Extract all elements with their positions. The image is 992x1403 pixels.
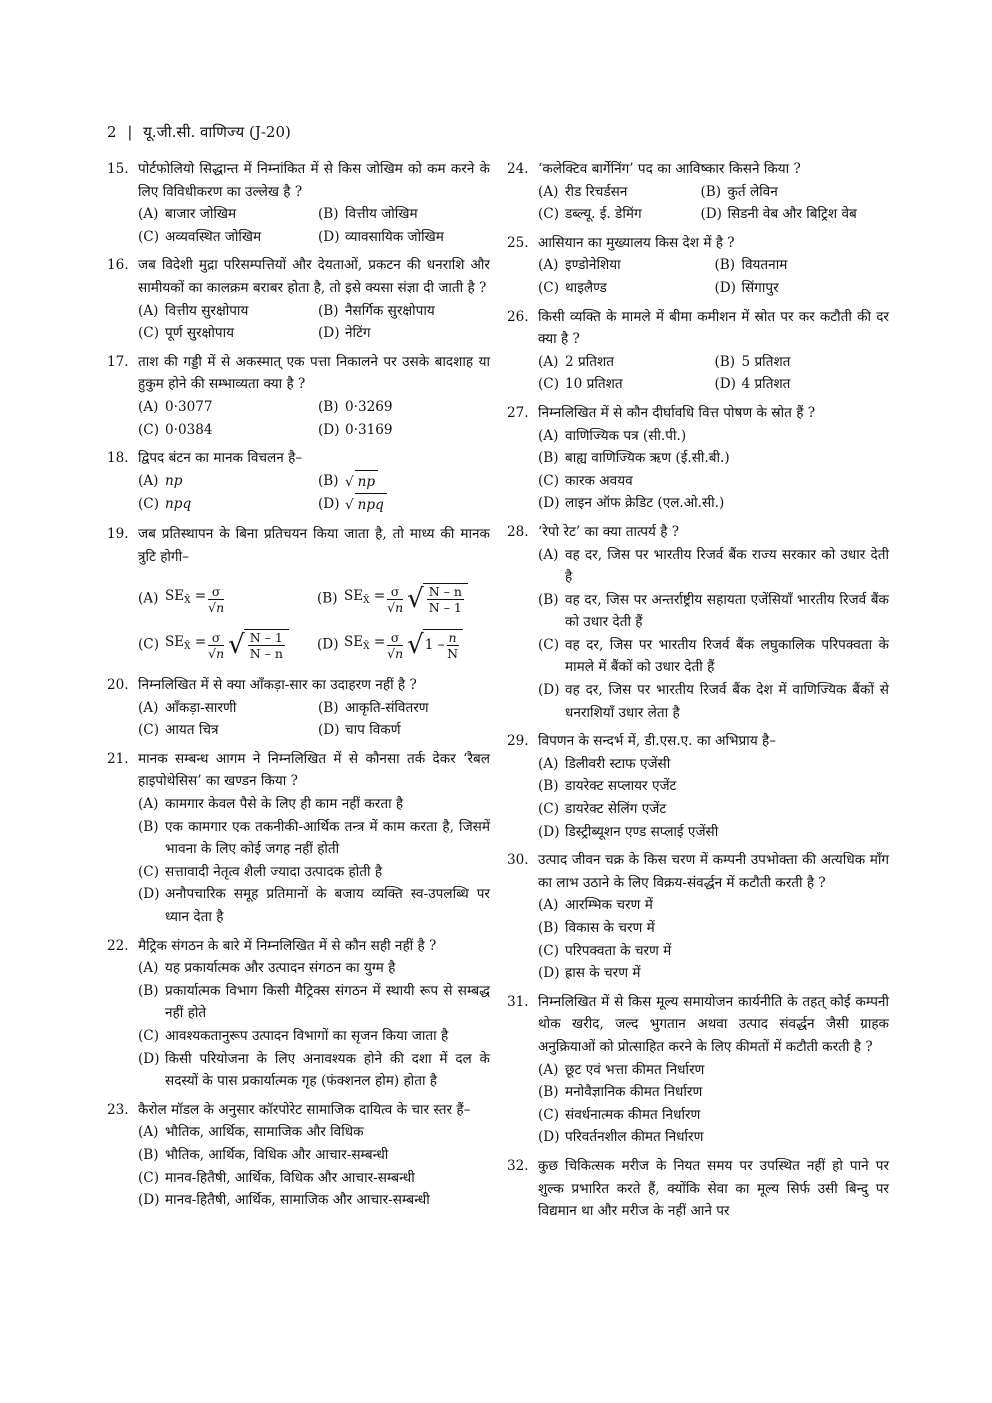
left-column	[107, 158, 490, 1218]
option-label: (D)	[318, 325, 340, 342]
question-number: 26.	[507, 308, 529, 325]
option-b[interactable]	[538, 775, 889, 798]
question-number: 17.	[107, 353, 129, 370]
option-label: (D)	[538, 1129, 560, 1146]
option-a[interactable]	[138, 697, 310, 720]
question-32	[507, 1155, 889, 1223]
option-label: (A)	[138, 472, 159, 489]
option-label: (B)	[538, 591, 559, 608]
question-text: पोर्टफोलियो सिद्धान्त में निम्नांकित में से किस जोखिम को कम करने के लिए विविधीकरण का उल्लेख है ?	[138, 161, 490, 200]
option-text: आरम्भिक चरण में	[565, 897, 653, 914]
option-a[interactable]	[538, 1059, 889, 1082]
question-number: 19.	[107, 525, 129, 542]
option-label: (C)	[538, 376, 560, 393]
option-label: (B)	[538, 778, 559, 795]
option-d[interactable]	[138, 1189, 490, 1212]
option-d[interactable]	[538, 679, 889, 724]
option-text: 0·3077	[165, 398, 213, 415]
question-17	[107, 351, 490, 441]
root: √ $\frac{N - 1}{N - n}$	[228, 629, 289, 661]
fraction: $\frac{\sigma}{√n}$	[208, 629, 225, 661]
option-label: (D)	[714, 279, 736, 296]
option-label: (B)	[714, 353, 736, 370]
option-text: लाइन ऑफ क्रेडिट (एल.ओ.सी.)	[565, 495, 725, 512]
option-text: परिपक्वता के चरण में	[565, 942, 672, 959]
option-label: (D)	[318, 496, 340, 513]
option-d[interactable]	[318, 226, 490, 249]
option-c[interactable]	[538, 798, 889, 821]
question-text: मैट्रिक संगठन के बारे में निम्नलिखित में से कौन सही नहीं है ?	[138, 937, 437, 954]
option-a[interactable]	[138, 793, 490, 816]
root: √ 1 – $\frac{n}{N}$	[407, 629, 462, 661]
option-label: (A)	[138, 1124, 159, 1141]
option-label: (A)	[538, 427, 559, 444]
option-label: (C)	[138, 863, 160, 880]
option-a[interactable]	[538, 351, 706, 374]
option-d[interactable]	[318, 719, 490, 742]
option-text: मानव-हितैषी, आर्थिक, सामाजिक और आचार-सम्बन्धी	[165, 1192, 430, 1209]
option-text: प्रकार्यात्मक विभाग किसी मैट्रिक्स संगठन में स्थायी रूप से सम्बद्ध नहीं होते	[165, 982, 490, 1022]
question-text: निम्नलिखित में से किस मूल्य समायोजन कार्यनीति के तहत् कोई कम्पनी थोक खरीद, जल्द भुगतान अथवा उत्पाद संवर्द्धन जैसी ग्राहक अनुक्रियाओं को प्रोत्साहित करने के लिए कीमतों में कटौती करती है ?	[538, 993, 889, 1055]
question-number: 29.	[507, 733, 529, 750]
option-c[interactable]	[538, 470, 889, 493]
option-label: (B)	[318, 398, 339, 415]
question-18	[107, 447, 490, 517]
option-label: (C)	[538, 636, 560, 653]
option-text: कामगार केवल पैसे के लिए ही काम नहीं करता है	[165, 796, 404, 813]
option-label: (A)	[538, 257, 559, 274]
option-text: नेटिंग	[345, 325, 371, 342]
option-text: सिडनी वेब और बिट्रिश वेब	[727, 206, 857, 223]
option-label: (B)	[317, 590, 338, 607]
option-c[interactable]	[138, 622, 311, 668]
option-b[interactable]	[538, 1081, 889, 1104]
option-c[interactable]	[138, 226, 310, 249]
formula: $SE_{X̄}$ =	[344, 588, 386, 607]
option-a[interactable]	[538, 425, 889, 448]
option-text: ह्रास के चरण में	[565, 965, 641, 982]
question-25	[507, 232, 889, 300]
option-c[interactable]	[138, 1025, 490, 1048]
option-a[interactable]	[138, 470, 310, 494]
option-text: np	[165, 472, 183, 489]
option-label: (C)	[138, 1028, 160, 1044]
option-text: npq	[165, 496, 192, 513]
option-text: रीड रिचर्डसन	[565, 183, 628, 200]
option-text: भौतिक, आर्थिक, सामाजिक और विधिक	[165, 1124, 364, 1141]
option-c[interactable]	[138, 493, 310, 517]
option-c[interactable]	[538, 277, 706, 300]
option-label: (B)	[318, 302, 339, 319]
option-label: (A)	[538, 755, 559, 772]
option-label: (D)	[538, 682, 560, 699]
option-b[interactable]	[538, 917, 889, 940]
question-number: 27.	[507, 404, 529, 421]
question-28	[507, 521, 889, 724]
question-21	[107, 748, 490, 929]
option-label: (A)	[538, 897, 559, 914]
option-c[interactable]	[538, 940, 889, 963]
question-number: 23.	[107, 1101, 129, 1118]
option-a[interactable]	[138, 203, 310, 226]
option-label: (C)	[138, 228, 160, 245]
option-text: अव्यवस्थित जोखिम	[165, 228, 262, 245]
formula: $SE_{X̄}$ =	[165, 634, 207, 653]
option-label: (C)	[538, 801, 560, 818]
question-19	[107, 523, 490, 668]
question-number: 22.	[107, 937, 129, 954]
option-label: (D)	[538, 495, 560, 512]
option-text: वह दर, जिस पर अन्तर्राष्ट्रीय सहायता एजेंसियाँ भारतीय रिजर्व बैंक को उधार देती हैं	[565, 591, 889, 631]
option-a[interactable]	[138, 957, 490, 980]
option-text: डायरेक्ट सेलिंग एजेंट	[565, 801, 667, 818]
option-label: (B)	[700, 183, 722, 200]
option-d[interactable]	[714, 373, 897, 396]
option-c[interactable]	[138, 322, 310, 345]
sqrt-sign: √	[345, 473, 354, 490]
option-text: वह दर, जिस पर भारतीय रिजर्व बैंक लघुकालिक परिपक्वता के मामले में बैंकों को उधार देती हैं	[565, 636, 889, 676]
question-text: किसी व्यक्ति के मामले में बीमा कमीशन में स्रोत पर कर कटौती की दर क्या है ?	[538, 308, 889, 348]
question-number: 32.	[507, 1157, 529, 1174]
option-b[interactable]	[714, 254, 897, 277]
option-b[interactable]	[138, 1144, 490, 1167]
option-text: मनोवैज्ञानिक कीमत निर्धारण	[565, 1084, 703, 1101]
option-a[interactable]	[138, 396, 310, 419]
option-text: आयत चित्र	[165, 722, 219, 739]
option-label: (B)	[138, 818, 159, 835]
option-c[interactable]	[538, 373, 706, 396]
option-label: (D)	[318, 722, 340, 739]
option-d[interactable]	[538, 492, 889, 515]
option-d[interactable]	[318, 419, 490, 442]
option-c[interactable]	[138, 861, 490, 884]
option-b[interactable]	[138, 816, 490, 861]
question-number: 25.	[507, 234, 529, 251]
option-text: वह दर, जिस पर भारतीय रिजर्व बैंक देश में वाणिज्यिक बैंकों से धनराशियाँ उधार लेता है	[565, 682, 889, 721]
option-text: वह दर, जिस पर भारतीय रिजर्व बैंक राज्य सरकार को उधार देती है	[565, 546, 889, 586]
option-text: पूर्ण सुरक्षोपाय	[165, 325, 235, 342]
option-text: डिस्ट्रीब्यूशन एण्ड सप्लाई एजेंसी	[565, 823, 719, 840]
option-label: (C)	[538, 1106, 560, 1123]
option-d[interactable]	[317, 622, 490, 668]
formula: $SE_{X̄}$ =	[165, 588, 207, 607]
option-text: डिलीवरी स्टाफ एजेंसी	[565, 755, 671, 772]
option-label: (A)	[538, 353, 559, 370]
option-label: (D)	[318, 228, 340, 245]
option-a[interactable]	[538, 753, 889, 776]
sqrt-sign: √	[345, 497, 354, 514]
option-text: आवश्यकतानुरूप उत्पादन विभागों का सृजन किया जाता है	[165, 1028, 449, 1044]
question-29	[507, 730, 889, 843]
option-text: 0·3269	[345, 398, 393, 415]
question-22	[107, 935, 490, 1093]
question-24	[507, 158, 889, 226]
option-text: np	[355, 470, 378, 494]
option-label: (A)	[138, 960, 159, 977]
option-label: (A)	[538, 546, 559, 563]
option-label: (C)	[538, 279, 560, 296]
option-label: (B)	[138, 982, 159, 999]
fraction: $\frac{\sigma}{√n}$	[387, 583, 404, 615]
option-label: (B)	[538, 920, 559, 936]
option-label: (A)	[138, 206, 159, 223]
option-label: (A)	[138, 590, 159, 607]
question-31	[507, 991, 889, 1149]
question-text: कैरोल मॉडल के अनुसार कॉरपोरेट सामाजिक दायित्व के चार स्तर हैं–	[138, 1101, 471, 1118]
option-b[interactable]	[714, 351, 897, 374]
option-b[interactable]	[318, 470, 490, 494]
option-b[interactable]	[318, 396, 490, 419]
formula: $SE_{X̄}$ =	[344, 634, 386, 653]
option-label: (D)	[714, 376, 736, 393]
option-label: (C)	[538, 942, 560, 959]
question-text: जब विदेशी मुद्रा परिसम्पत्तियों और देयताओं, प्रकटन की धनराशि और सामीयकों का कालक्रम बराबर होता है, तो इसे क्यसा संज्ञा दी जाती है ?	[138, 257, 490, 296]
question-number: 31.	[507, 993, 529, 1010]
option-text: सत्तावादी नेतृत्व शैली ज्यादा उत्पादक होती है	[165, 863, 383, 880]
option-a[interactable]	[138, 300, 310, 323]
option-label: (C)	[538, 206, 560, 223]
option-c[interactable]	[138, 719, 310, 742]
root: √ $\frac{N - n}{N - 1}$	[407, 583, 468, 615]
option-label: (A)	[138, 699, 159, 716]
option-label: (D)	[138, 1050, 160, 1067]
question-number: 28.	[507, 523, 529, 540]
option-label: (C)	[138, 1169, 160, 1186]
option-d[interactable]	[538, 962, 889, 985]
option-text: आकृति-संवितरण	[345, 699, 429, 716]
option-label: (B)	[138, 1146, 159, 1163]
option-label: (D)	[538, 965, 560, 982]
question-text: जब प्रतिस्थापन के बिना प्रतिचयन किया जाता है, तो माध्य की मानक त्रुटि होगी–	[138, 525, 490, 565]
option-label: (A)	[138, 398, 159, 415]
question-number: 15.	[107, 161, 129, 177]
option-a[interactable]	[538, 254, 706, 277]
option-label: (D)	[538, 823, 560, 840]
option-text: सिंगापुर	[741, 279, 779, 296]
option-c[interactable]	[538, 203, 692, 226]
option-label: (B)	[318, 206, 339, 223]
option-label: (C)	[138, 722, 160, 739]
option-text: 10 प्रतिशत	[565, 376, 623, 393]
question-20	[107, 674, 490, 742]
option-text: 2 प्रतिशत	[565, 353, 614, 370]
question-text: ‘रेपो रेट’ का क्या तात्पर्य है ?	[538, 523, 680, 540]
option-label: (C)	[538, 472, 560, 489]
option-c[interactable]	[138, 1167, 490, 1190]
header-title: यू.जी.सी. वाणिज्य (J-20)	[143, 123, 291, 141]
option-label: (B)	[714, 257, 736, 274]
option-b[interactable]	[318, 203, 490, 226]
fraction: $\frac{\sigma}{√n}$	[387, 629, 404, 661]
question-text: निम्नलिखित में से कौन दीर्घावधि वित्त पोषण के स्रोत हैं ?	[538, 404, 816, 421]
question-text: ‘कलेक्टिव बार्गेनिंग’ पद का आविष्कार किसने किया ?	[538, 161, 801, 177]
option-label: (A)	[538, 1061, 559, 1078]
option-b[interactable]	[700, 181, 897, 204]
option-text: विकास के चरण में	[565, 920, 655, 936]
option-text: एक कामगार एक तकनीकी-आर्थिक तन्त्र में काम करता है, जिसमें भावना के लिए कोई जगह नहीं होती	[165, 818, 490, 858]
option-text: 0·3169	[345, 421, 393, 438]
question-15	[107, 158, 490, 248]
option-text: कुर्त लेविन	[727, 183, 778, 200]
question-number: 30.	[507, 852, 529, 869]
option-text: कारक अवयव	[565, 472, 633, 489]
question-number: 20.	[107, 677, 129, 694]
question-23	[107, 1099, 490, 1212]
option-text: डायरेक्ट सप्लायर एजेंट	[565, 778, 677, 795]
header-separator: |	[127, 123, 133, 141]
option-text: npq	[355, 493, 387, 517]
option-label: (A)	[538, 183, 559, 200]
option-d[interactable]	[538, 821, 889, 844]
option-text: यह प्रकार्यात्मक और उत्पादन संगठन का युग्म है	[165, 960, 396, 977]
question-text: उत्पाद जीवन चक्र के किस चरण में कम्पनी उपभोक्ता की अत्यधिक माँग का लाभ उठाने के लिए विक्रय-संवर्द्धन में कटौती करती है ?	[538, 852, 889, 891]
question-number: 24.	[507, 161, 529, 177]
question-27	[507, 402, 889, 515]
option-label: (D)	[700, 206, 722, 223]
fraction: $\frac{\sigma}{√n}$	[208, 583, 225, 615]
option-a[interactable]	[538, 181, 692, 204]
question-16	[107, 254, 490, 344]
question-text: मानक सम्बन्ध आगम ने निम्नलिखित में से कौनसा तर्क देकर ‘रैबल हाइपोथेसिस’ का खण्डन किया ?	[138, 750, 490, 790]
option-c[interactable]	[538, 634, 889, 679]
question-number: 16.	[107, 257, 129, 274]
option-label: (B)	[318, 472, 339, 489]
option-b[interactable]	[138, 980, 490, 1025]
option-b[interactable]	[538, 447, 889, 470]
option-label: (B)	[318, 699, 339, 716]
page-header	[107, 122, 291, 142]
question-text: निम्नलिखित में से क्या आँकड़ा-सार का उदाहरण नहीं है ?	[138, 677, 417, 694]
question-number: 21.	[107, 750, 129, 767]
option-label: (D)	[318, 421, 340, 438]
option-c[interactable]	[538, 1104, 889, 1127]
option-text: भौतिक, आर्थिक, विधिक और आचार-सम्बन्धी	[165, 1146, 389, 1163]
option-c[interactable]	[138, 419, 310, 442]
option-label: (C)	[138, 636, 160, 653]
option-text: नैसर्गिक सुरक्षोपाय	[345, 302, 435, 319]
option-text: अनौपचारिक समूह प्रतिमानों के बजाय व्यक्ति स्व-उपलब्धि पर ध्यान देता है	[165, 886, 490, 926]
option-a[interactable]	[138, 576, 311, 622]
option-label: (C)	[138, 421, 160, 438]
option-text: वियतनाम	[741, 257, 788, 274]
option-d[interactable]	[538, 1126, 889, 1149]
option-text: थाइलैण्ड	[565, 279, 607, 296]
option-label: (D)	[138, 1192, 160, 1209]
question-30	[507, 849, 889, 985]
question-text: द्विपद बंटन का मानक विचलन है–	[138, 450, 303, 467]
question-text: कुछ चिकित्सक मरीज के नियत समय पर उपस्थित नहीं हो पाने पर शुल्क प्रभारित करते हैं, क्योंकि सेवा का मूल्य सिर्फ उसी बिन्दु पर विद्यमान था और मरीज के नहीं आने पर	[538, 1157, 889, 1220]
option-a[interactable]	[138, 1121, 490, 1144]
option-text: आँकड़ा-सारणी	[165, 699, 237, 716]
option-text: वाणिज्यिक पत्र (सी.पी.)	[565, 427, 687, 444]
option-text: 5 प्रतिशत	[741, 353, 791, 370]
option-label: (D)	[138, 886, 160, 903]
question-text: विपणन के सन्दर्भ में, डी.एस.ए. का अभिप्राय है–	[538, 733, 777, 750]
option-d[interactable]	[138, 1048, 490, 1093]
option-text: मानव-हितैषी, आर्थिक, विधिक और आचार-सम्बन्धी	[165, 1169, 415, 1186]
option-text: 0·0384	[165, 421, 213, 438]
option-label: (A)	[138, 796, 159, 813]
question-text: आसियान का मुख्यालय किस देश में है ?	[538, 234, 735, 251]
option-label: (C)	[138, 496, 160, 513]
page-number: 2	[107, 123, 117, 141]
option-d[interactable]	[714, 277, 897, 300]
option-text: चाप विकर्ण	[345, 722, 401, 739]
option-text: परिवर्तनशील कीमत निर्धारण	[565, 1129, 704, 1146]
option-b[interactable]	[317, 576, 490, 622]
option-label: (B)	[538, 450, 559, 467]
option-a[interactable]	[538, 894, 889, 917]
question-26	[507, 306, 889, 396]
option-a[interactable]	[538, 544, 889, 589]
option-text: डब्ल्यू. ई. डेमिंग	[565, 206, 642, 223]
option-d[interactable]	[700, 203, 897, 226]
option-d[interactable]	[138, 883, 490, 928]
option-label: (D)	[317, 636, 339, 653]
option-b[interactable]	[538, 589, 889, 634]
option-text: किसी परियोजना के लिए अनावश्यक होने की दशा में दल के सदस्यों के पास प्रकार्यात्मक गृह (फंक्शनल होम) होता है	[165, 1050, 490, 1090]
option-d[interactable]	[318, 493, 490, 517]
option-label: (C)	[138, 325, 160, 342]
option-d[interactable]	[318, 322, 490, 345]
option-text: इण्डोनेशिया	[565, 257, 621, 274]
question-number: 18.	[107, 450, 129, 467]
option-text: वित्तीय जोखिम	[345, 206, 418, 223]
option-text: बाह्य वाणिज्यिक ऋण (ई.सी.बी.)	[565, 450, 730, 467]
option-label: (B)	[538, 1084, 559, 1101]
option-label: (A)	[138, 302, 159, 319]
option-b[interactable]	[318, 300, 490, 323]
option-text: बाजार जोखिम	[165, 206, 237, 223]
option-text: संवर्धनात्मक कीमत निर्धारण	[565, 1106, 701, 1123]
option-text: छूट एवं भत्ता कीमत निर्धारण	[565, 1061, 705, 1078]
option-b[interactable]	[318, 697, 490, 720]
option-text: वित्तीय सुरक्षोपाय	[165, 302, 249, 319]
option-text: व्यावसायिक जोखिम	[345, 228, 444, 245]
option-text: 4 प्रतिशत	[741, 376, 791, 393]
right-column	[507, 158, 889, 1229]
question-text: ताश की गड्डी में से अकस्मात् एक पत्ता निकालने पर उसके बादशाह या हुकुम होने की सम्भाव्यता क्या है ?	[138, 353, 490, 393]
